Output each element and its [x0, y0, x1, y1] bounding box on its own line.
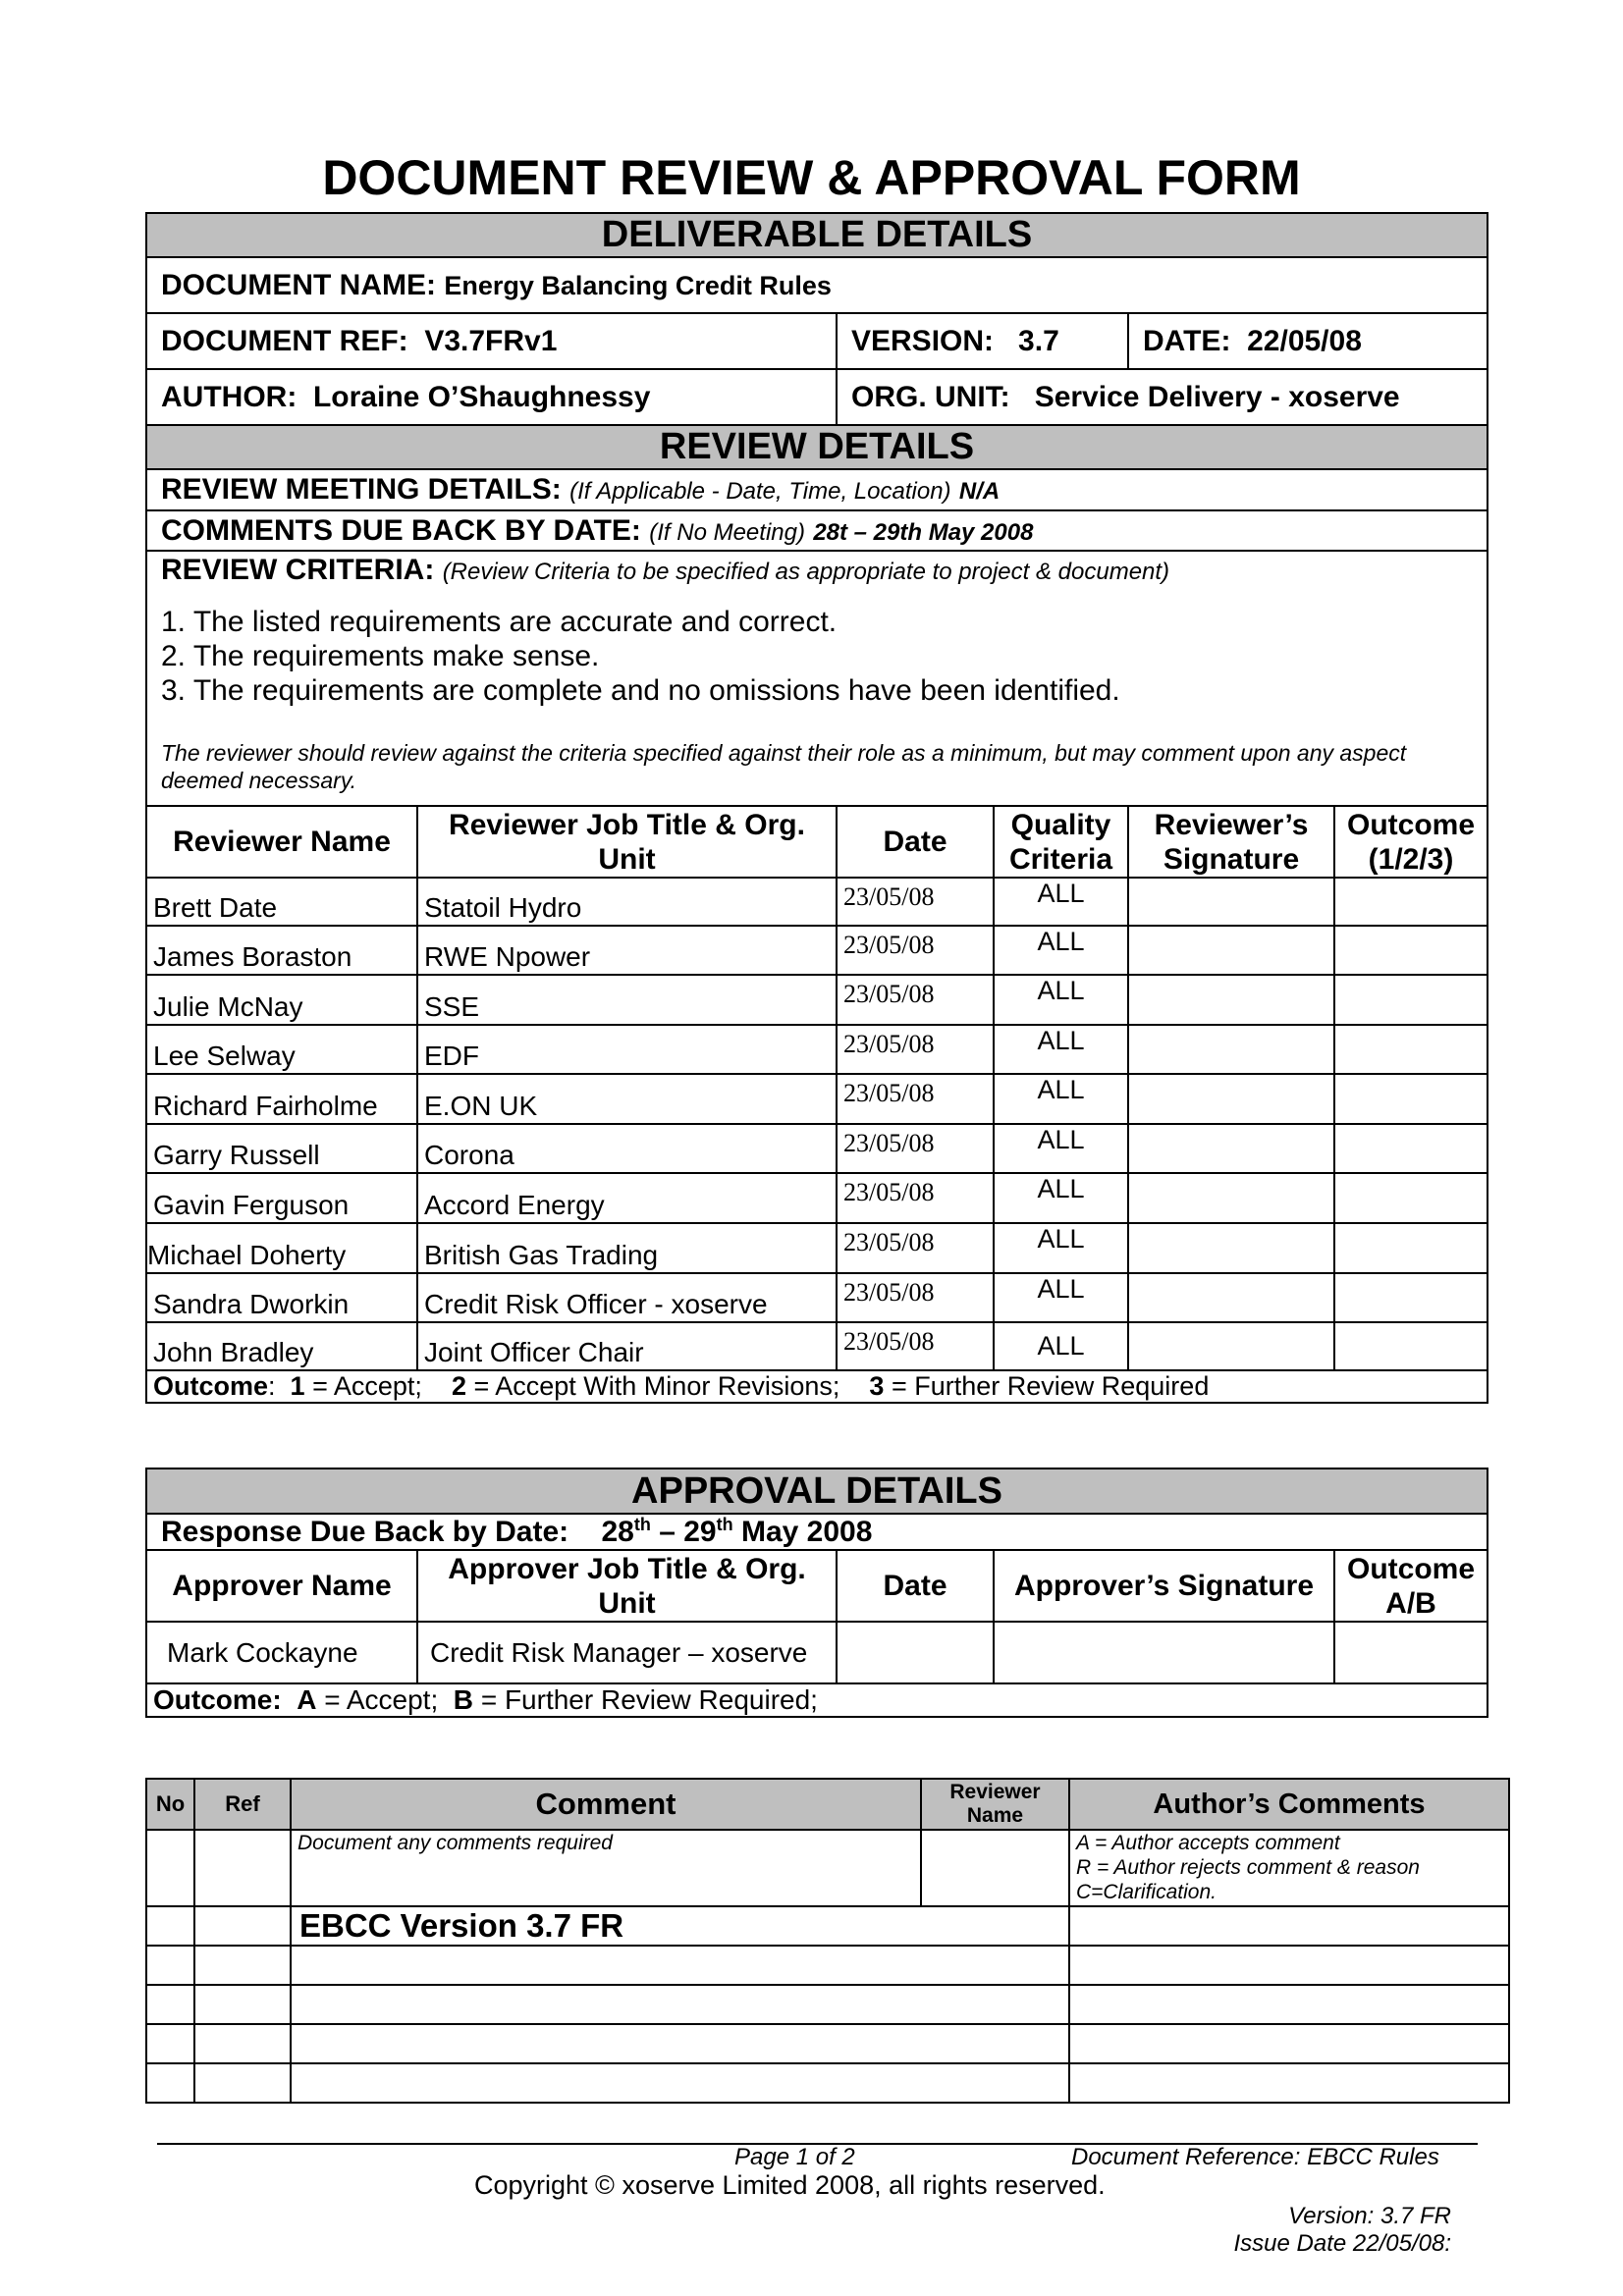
reviewer-date: 23/05/08	[837, 1223, 994, 1273]
author-cell	[146, 369, 837, 425]
outcome-2-key: 2	[451, 1371, 466, 1401]
reviewer-date: 23/05/08	[837, 1025, 994, 1074]
reviewer-signature	[1128, 975, 1334, 1025]
comment-text	[291, 1946, 1069, 1985]
reviewer-signature	[1128, 1273, 1334, 1322]
reviewer-note: The reviewer should review against the criteria specified against their role as a minimum, but may comment upon any aspect deemed necessary.	[161, 740, 1407, 793]
review-meeting-label: REVIEW MEETING DETAILS:	[161, 473, 562, 506]
deliverable-review-table	[145, 212, 1488, 1404]
comment-ref	[194, 2063, 291, 2103]
version-value: 3.7	[1018, 324, 1059, 357]
reviewer-name: Richard Fairholme	[146, 1074, 417, 1124]
comment-text	[291, 2063, 1069, 2103]
approval-table	[145, 1468, 1488, 1718]
empty-comment-row	[146, 1946, 1509, 1985]
review-meeting-row	[146, 469, 1488, 510]
reviewer-signature	[1128, 1322, 1334, 1370]
outcome-3-key: 3	[869, 1371, 885, 1401]
reviewer-criteria: ALL	[994, 1173, 1128, 1223]
comment-author	[1069, 1985, 1509, 2024]
reviewer-row	[146, 1173, 1488, 1223]
reviewer-row	[146, 1273, 1488, 1322]
reviewer-name: Lee Selway	[146, 1025, 417, 1074]
version-label: VERSION:	[851, 324, 995, 357]
approval-header: APPROVAL DETAILS	[146, 1468, 1488, 1514]
outcome-a-text: = Accept;	[324, 1684, 439, 1715]
document-ref-cell	[146, 313, 837, 369]
col-quality-criteria: Quality Criteria	[994, 806, 1128, 878]
comment-ref	[194, 2024, 291, 2063]
org-unit-value: Service Delivery - xoserve	[1034, 380, 1400, 413]
reviewer-criteria: ALL	[994, 1322, 1128, 1370]
outcome-3-text: = Further Review Required	[891, 1371, 1210, 1401]
reviewer-row	[146, 926, 1488, 975]
reviewer-outcome	[1334, 1273, 1488, 1322]
reviewer-name: Michael Doherty	[146, 1223, 417, 1273]
comment-text	[291, 1985, 1069, 2024]
reviewer-name: James Boraston	[146, 926, 417, 975]
comment-no	[146, 1985, 194, 2024]
reviewer-signature	[1128, 1124, 1334, 1173]
comment-author	[1069, 1946, 1509, 1985]
comment-no	[146, 2024, 194, 2063]
review-outcome-legend: Outcome: 1 = Accept; 2 = Accept With Minor Revisions; 3 = Further Review Required	[146, 1370, 1488, 1403]
reviewer-name: Brett Date	[146, 878, 417, 926]
col-ref: Ref	[194, 1779, 291, 1830]
reviewer-row	[146, 975, 1488, 1025]
org-unit-cell	[837, 369, 1488, 425]
reviewer-title: Joint Officer Chair	[417, 1322, 837, 1370]
approval-due-rest: May 2008	[740, 1516, 873, 1548]
reviewer-criteria: ALL	[994, 1025, 1128, 1074]
reviewer-date: 23/05/08	[837, 975, 994, 1025]
author-note: R = Author rejects comment & reason	[1076, 1856, 1420, 1879]
review-header: REVIEW DETAILS	[146, 425, 1488, 469]
reviewer-date: 23/05/08	[837, 1074, 994, 1124]
outcome-a-key: A	[297, 1684, 317, 1715]
criteria-item: 3. The requirements are complete and no omissions have been identified.	[161, 674, 1120, 707]
reviewer-title: Credit Risk Officer - xoserve	[417, 1273, 837, 1322]
reviewer-outcome	[1334, 1124, 1488, 1173]
reviewer-outcome	[1334, 1074, 1488, 1124]
review-meeting-note: (If Applicable - Date, Time, Location)	[569, 478, 951, 505]
comment-ref	[194, 1830, 291, 1906]
reviewer-criteria: ALL	[994, 1074, 1128, 1124]
footer-issue-date: Issue Date 22/05/08:	[1233, 2230, 1451, 2257]
date-label: DATE:	[1143, 324, 1231, 357]
col-approval-date: Date	[837, 1550, 994, 1622]
review-criteria-cell	[146, 551, 1488, 806]
reviewer-signature	[1128, 1074, 1334, 1124]
comments-due-label: COMMENTS DUE BACK BY DATE:	[161, 513, 641, 547]
review-meeting-value: N/A	[958, 478, 1001, 505]
review-criteria-label: REVIEW CRITERIA:	[161, 554, 435, 586]
comment-ref	[194, 1946, 291, 1985]
outcome-b-text: = Further Review Required;	[480, 1684, 818, 1715]
approval-due-sup1: th	[633, 1515, 651, 1534]
reviewer-title: EDF	[417, 1025, 837, 1074]
reviewer-criteria: ALL	[994, 1273, 1128, 1322]
outcome-label: Outcome	[153, 1371, 269, 1401]
reviewer-name: Julie McNay	[146, 975, 417, 1025]
reviewer-row	[146, 1124, 1488, 1173]
reviewer-criteria: ALL	[994, 926, 1128, 975]
comment-author	[1069, 1906, 1509, 1946]
col-reviewer-job-title: Reviewer Job Title & Org. Unit	[417, 806, 837, 878]
footer-copyright: Copyright © xoserve Limited 2008, all rights reserved.	[474, 2170, 1106, 2200]
reviewer-signature	[1128, 926, 1334, 975]
footer-doc-ref: Document Reference: EBCC Rules	[1071, 2144, 1439, 2170]
reviewer-title: SSE	[417, 975, 837, 1025]
reviewer-row	[146, 1322, 1488, 1370]
reviewer-outcome	[1334, 926, 1488, 975]
reviewer-date: 23/05/08	[837, 878, 994, 926]
comment-ref	[194, 1985, 291, 2024]
reviewer-signature	[1128, 878, 1334, 926]
col-reviewer-name-comment: Reviewer Name	[921, 1779, 1069, 1830]
comments-due-value: 28t – 29th May 2008	[813, 518, 1034, 546]
approval-due-label: Response Due Back by Date:	[161, 1516, 569, 1548]
comments-due-note: (If No Meeting)	[649, 518, 805, 546]
author-note: A = Author accepts comment	[1076, 1832, 1340, 1854]
outcome-2-text: = Accept With Minor Revisions;	[473, 1371, 840, 1401]
col-date: Date	[837, 806, 994, 878]
document-name-row	[146, 257, 1488, 313]
reviewer-criteria: ALL	[994, 975, 1128, 1025]
approval-outcome-legend	[146, 1683, 1488, 1717]
approval-due-day2: 29	[683, 1516, 717, 1548]
document-ref-label: DOCUMENT REF:	[161, 324, 408, 357]
reviewer-outcome	[1334, 1025, 1488, 1074]
col-approver-name: Approver Name	[146, 1550, 417, 1622]
reviewer-criteria: ALL	[994, 878, 1128, 926]
comments-due-row	[146, 510, 1488, 551]
outcome-1-text: = Accept;	[312, 1371, 422, 1401]
reviewer-row	[146, 1223, 1488, 1273]
reviewer-signature	[1128, 1025, 1334, 1074]
reviewer-criteria: ALL	[994, 1124, 1128, 1173]
approver-outcome	[1334, 1622, 1488, 1683]
document-ref-value: V3.7FRv1	[424, 324, 558, 357]
reviewer-date: 23/05/08	[837, 1273, 994, 1322]
outcome-1-key: 1	[290, 1371, 305, 1401]
document-name-label: DOCUMENT NAME:	[161, 268, 436, 301]
approver-name: Mark Cockayne	[146, 1622, 417, 1683]
reviewer-signature	[1128, 1173, 1334, 1223]
approval-due-row	[146, 1514, 1488, 1550]
comment-ref	[194, 1906, 291, 1946]
org-unit-label: ORG. UNIT:	[851, 380, 1010, 413]
approval-due-dash: –	[659, 1516, 676, 1548]
col-reviewer-signature: Reviewer’s Signature	[1128, 806, 1334, 878]
approver-signature	[994, 1622, 1334, 1683]
reviewer-name: Garry Russell	[146, 1124, 417, 1173]
col-approver-job-title: Approver Job Title & Org. Unit	[417, 1550, 837, 1622]
reviewer-row	[146, 1074, 1488, 1124]
col-no: No	[146, 1779, 194, 1830]
deliverable-header: DELIVERABLE DETAILS	[146, 213, 1488, 257]
comment-reviewer	[921, 1830, 1069, 1906]
comment-author	[1069, 2024, 1509, 2063]
comment-author	[1069, 2063, 1509, 2103]
reviewer-outcome	[1334, 1322, 1488, 1370]
outcome-b-key: B	[453, 1684, 474, 1715]
version-cell	[837, 313, 1128, 369]
reviewer-name: Gavin Ferguson	[146, 1173, 417, 1223]
col-outcome: Outcome (1/2/3)	[1334, 806, 1488, 878]
reviewer-title: Accord Energy	[417, 1173, 837, 1223]
review-criteria-note: (Review Criteria to be specified as appropriate to project & document)	[442, 559, 1170, 585]
comment-text	[291, 2024, 1069, 2063]
reviewer-date: 23/05/08	[837, 1124, 994, 1173]
reviewer-title: RWE Npower	[417, 926, 837, 975]
reviewer-outcome	[1334, 1223, 1488, 1273]
reviewer-row	[146, 878, 1488, 926]
author-note: C=Clarification.	[1076, 1881, 1217, 1903]
comment-no	[146, 1946, 194, 1985]
comments-table	[145, 1778, 1510, 2104]
col-comment: Comment	[291, 1779, 921, 1830]
empty-comment-row	[146, 2024, 1509, 2063]
approval-outcome-label: Outcome:	[153, 1684, 282, 1715]
approval-due-day1: 28	[601, 1516, 634, 1548]
empty-comment-row	[146, 1985, 1509, 2024]
criteria-item: 2. The requirements make sense.	[161, 640, 600, 672]
reviewer-title: Statoil Hydro	[417, 878, 837, 926]
author-label: AUTHOR:	[161, 380, 298, 413]
reviewer-outcome	[1334, 878, 1488, 926]
page-title: DOCUMENT REVIEW & APPROVAL FORM	[322, 150, 1301, 205]
col-approval-outcome: Outcome A/B	[1334, 1550, 1488, 1622]
comment-no	[146, 1906, 194, 1946]
footer-version: Version: 3.7 FR	[1288, 2203, 1451, 2229]
comment-instruction: Document any comments required	[291, 1830, 921, 1906]
reviewer-date: 23/05/08	[837, 1322, 994, 1370]
approver-title: Credit Risk Manager – xoserve	[417, 1622, 837, 1683]
document-name-value: Energy Balancing Credit Rules	[444, 270, 832, 300]
col-author-comments: Author’s Comments	[1069, 1779, 1509, 1830]
reviewer-outcome	[1334, 975, 1488, 1025]
comment-no	[146, 2063, 194, 2103]
footer-page: Page 1 of 2	[734, 2144, 855, 2170]
reviewer-outcome	[1334, 1173, 1488, 1223]
author-value: Loraine O’Shaughnessy	[312, 380, 651, 413]
reviewer-date: 23/05/08	[837, 1173, 994, 1223]
reviewer-signature	[1128, 1223, 1334, 1273]
date-value: 22/05/08	[1247, 324, 1362, 357]
criteria-item: 1. The listed requirements are accurate and correct.	[161, 606, 838, 638]
col-approver-signature: Approver’s Signature	[994, 1550, 1334, 1622]
comment-no	[146, 1830, 194, 1906]
approver-row	[146, 1622, 1488, 1683]
approver-date	[837, 1622, 994, 1683]
reviewer-criteria: ALL	[994, 1223, 1128, 1273]
reviewer-date: 23/05/08	[837, 926, 994, 975]
reviewer-title: Corona	[417, 1124, 837, 1173]
empty-comment-row	[146, 2063, 1509, 2103]
reviewer-row	[146, 1025, 1488, 1074]
reviewer-name: Sandra Dworkin	[146, 1273, 417, 1322]
date-cell	[1128, 313, 1488, 369]
col-reviewer-name: Reviewer Name	[146, 806, 417, 878]
comment-section-title: EBCC Version 3.7 FR	[291, 1906, 1069, 1946]
reviewer-name: John Bradley	[146, 1322, 417, 1370]
author-notes-cell	[1069, 1830, 1509, 1906]
approval-due-sup2: th	[716, 1515, 733, 1534]
reviewer-title: E.ON UK	[417, 1074, 837, 1124]
reviewer-title: British Gas Trading	[417, 1223, 837, 1273]
